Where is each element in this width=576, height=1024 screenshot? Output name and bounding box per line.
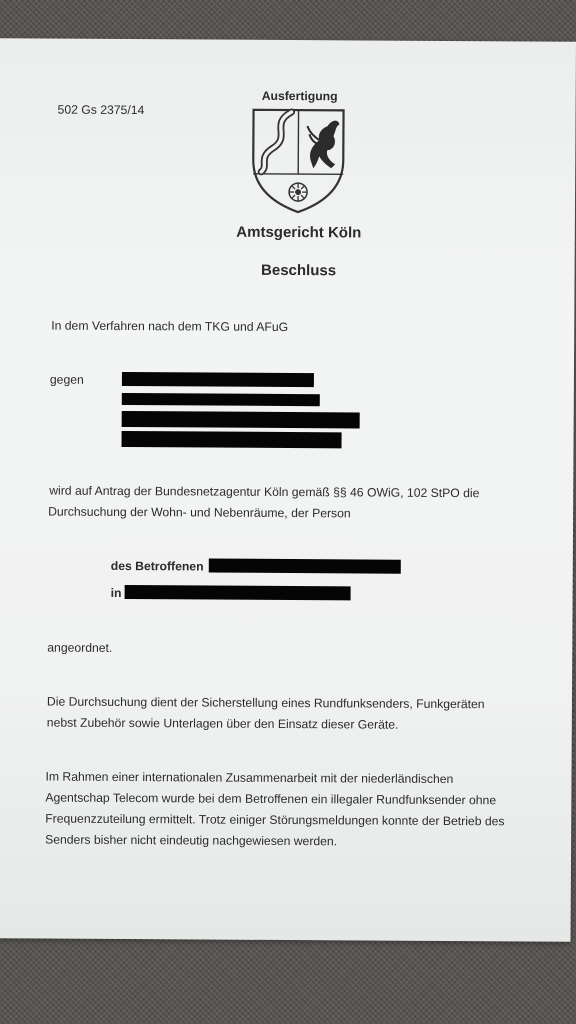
ordered-line: angeordnet. (47, 640, 113, 655)
redaction-address (122, 411, 360, 428)
reason-line-1: Im Rahmen einer internationalen Zusammenarbeit mit der niederländischen (45, 769, 454, 787)
purpose-line-2: nebst Zubehör sowie Unterlagen über den Einsatz dieser Geräte. (46, 715, 399, 732)
court-name: Amtsgericht Köln (236, 223, 362, 242)
redaction-birthdate (122, 393, 320, 406)
proceedings-line: In dem Verfahren nach dem TKG und AFuG (51, 318, 289, 335)
order-line-2: Durchsuchung der Wohn- und Nebenräume, der Person (48, 504, 351, 521)
reason-line-2: Agentschap Telecom wurde bei dem Betroffenen ein illegaler Rundfunksender ohne (45, 790, 497, 808)
redaction-name (122, 372, 314, 387)
stamp-label: Ausfertigung (261, 88, 338, 104)
document-title: Beschluss (261, 261, 337, 280)
in-label: in (110, 585, 122, 600)
order-line-1: wird auf Antrag der Bundesnetzagentur Köln gemäß §§ 46 OWiG, 102 StPO die (49, 483, 480, 501)
purpose-line-1: Die Durchsuchung dient der Sicherstellung eines Rundfunksenders, Funkgeräten (46, 694, 485, 712)
case-number: 502 Gs 2375/14 (57, 102, 145, 118)
reason-line-4: Senders bisher nicht eindeutig nachgewiesen werden. (45, 832, 338, 849)
redaction-city (122, 431, 342, 448)
coat-of-arms-icon (247, 104, 350, 217)
reason-line-3: Frequenzzuteilung ermittelt. Trotz einiger Störungsmeldungen konnte der Betrieb des (45, 811, 505, 829)
document-page (0, 38, 576, 942)
redaction-location (125, 585, 351, 600)
affected-label: des Betroffenen (110, 558, 204, 574)
against-label: gegen (49, 372, 84, 387)
redaction-affected (209, 559, 401, 574)
